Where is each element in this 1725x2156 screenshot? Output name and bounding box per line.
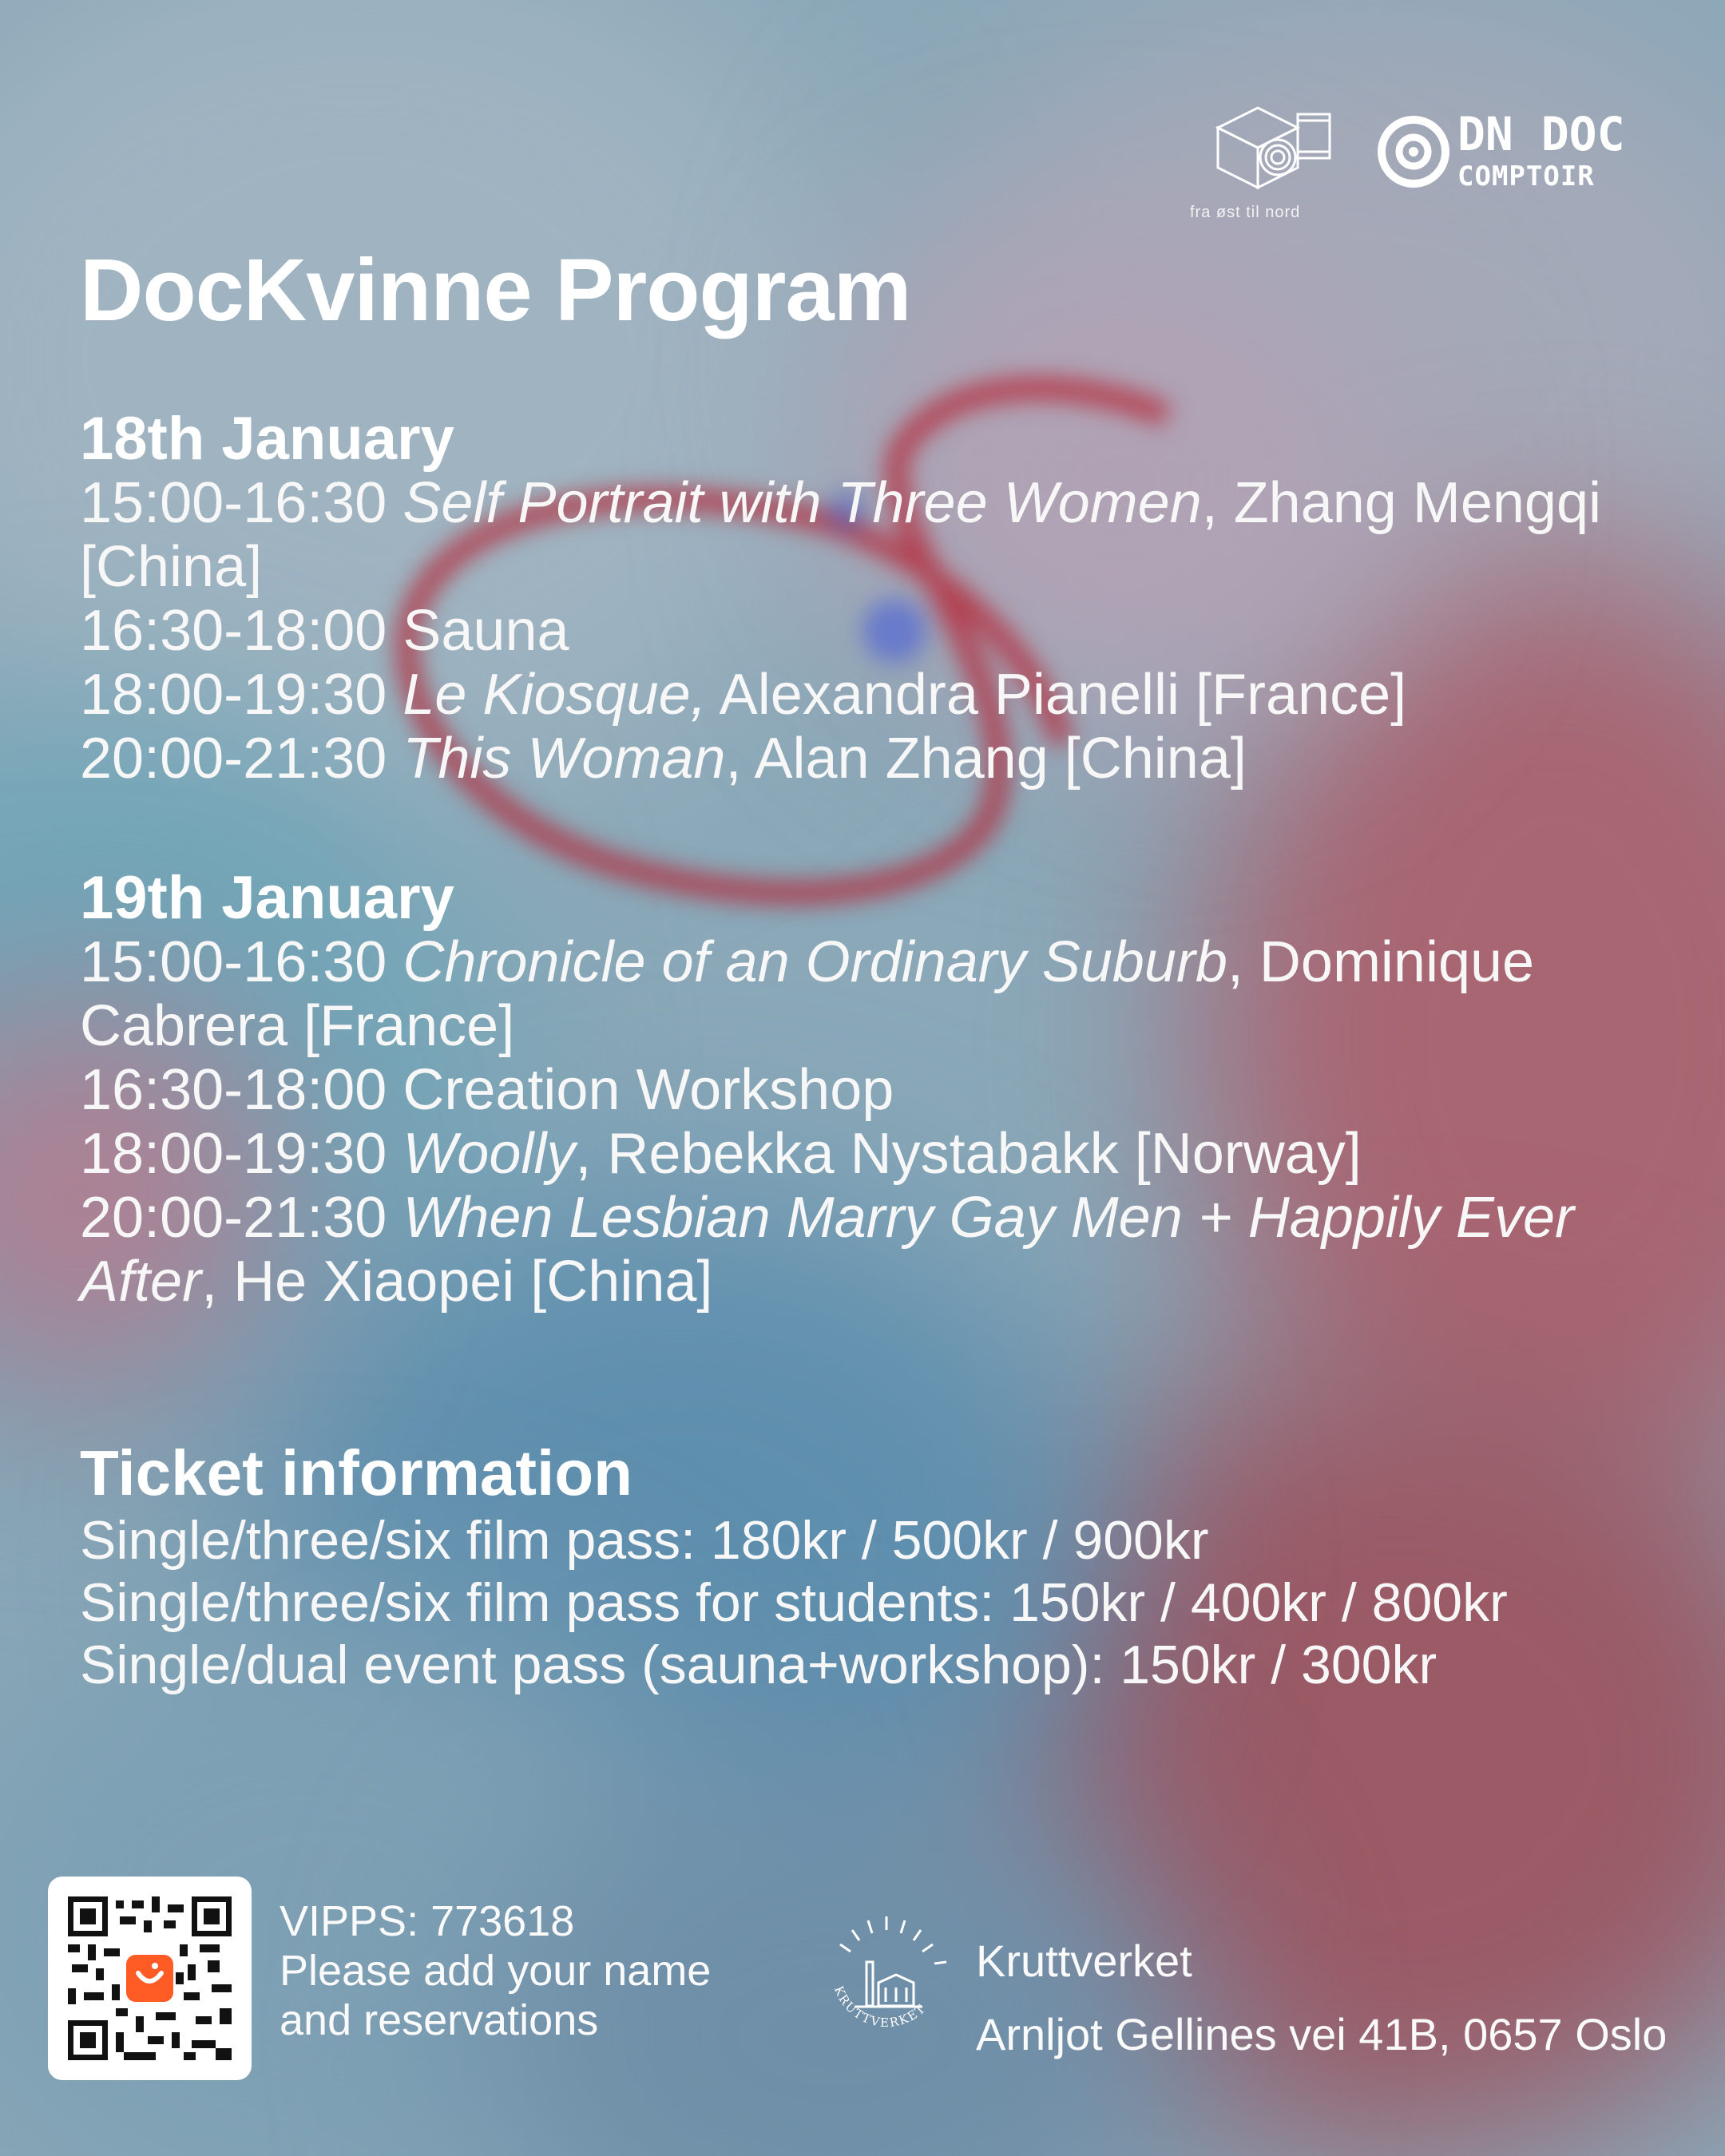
film-title: This Woman [402, 727, 726, 791]
event-details: , Dominique Cabrera [France] [80, 930, 1535, 1058]
film-title: Self Portrait with Three Women [402, 471, 1202, 535]
ticket-line: Single/three/six film pass for students: 150kr / 400kr / 800kr [80, 1572, 1508, 1633]
event-time: 15:00-16:30 [80, 471, 403, 535]
dn-doc-comptoir-logo-icon [1378, 104, 1641, 200]
day-heading: 18th January [80, 405, 454, 473]
schedule-item [80, 599, 1661, 663]
vipps-number: VIPPS: 773618 [280, 1897, 575, 1945]
dn-doc-text: DN DOC [1457, 107, 1625, 161]
schedule-item [80, 727, 1661, 791]
ticket-information [80, 1437, 1677, 1696]
event-time: 18:00-19:30 [80, 663, 403, 727]
schedule-item [80, 930, 1661, 1058]
event-details: , He Xiaopei [China] [201, 1250, 713, 1314]
film-title: When Lesbian Marry Gay Men + Happily Ever After [80, 1186, 1574, 1314]
schedule-item [80, 1122, 1661, 1186]
event-time: 20:00-21:30 [80, 727, 403, 791]
ticket-heading: Ticket information [80, 1437, 632, 1508]
film-title: Le Kiosque, [402, 663, 707, 727]
kruttverket-logo-icon [819, 1912, 954, 2048]
film-title: Woolly [402, 1122, 576, 1186]
ticket-line: Single/three/six film pass: 180kr / 500kr / 900kr [80, 1510, 1209, 1571]
event-details: , Alan Zhang [China] [725, 727, 1247, 791]
event-time: 18:00-19:30 [80, 1122, 403, 1186]
vipps-instruction-line: Please add your name [280, 1947, 712, 1995]
film-title: Chronicle of an Ordinary Suburb [402, 930, 1227, 994]
event-details: , Zhang Mengqi [China] [80, 471, 1601, 599]
schedule-item [80, 663, 1661, 727]
logo-caption: fra øst til nord [1190, 204, 1301, 221]
event-time: 15:00-16:30 [80, 930, 403, 994]
qr-code-icon [68, 1896, 232, 2060]
event-details: , Rebekka Nystabakk [Norway] [575, 1122, 1362, 1186]
payment-info [280, 1896, 711, 2045]
event-time: 16:30-18:00 [80, 1058, 403, 1122]
venue-info [976, 1924, 1667, 2071]
event-details: Creation Workshop [402, 1058, 894, 1122]
kruttverket-logo-text: KRUTTVERKET [831, 1984, 930, 2031]
schedule-item [80, 1058, 1661, 1122]
schedule-item [80, 1186, 1661, 1314]
event-details: Sauna [402, 599, 569, 663]
day-block-19-january [80, 866, 1661, 1314]
vipps-qr-code[interactable] [48, 1877, 252, 2080]
schedule-item [80, 471, 1661, 599]
venue-address: Arnljot Gellines vei 41B, 0657 Oslo [976, 2009, 1668, 2059]
venue-name: Kruttverket [976, 1936, 1192, 1986]
event-time: 20:00-21:30 [80, 1186, 403, 1250]
day-block-18-january [80, 407, 1661, 791]
comptoir-text: COMPTOIR [1457, 161, 1595, 192]
ticket-line: Single/dual event pass (sauna+workshop): 150kr / 300kr [80, 1635, 1438, 1695]
event-time: 16:30-18:00 [80, 599, 403, 663]
event-details: Alexandra Pianelli [France] [706, 663, 1407, 727]
page-title: DocKvinne Program [80, 241, 911, 339]
day-heading: 19th January [80, 864, 454, 932]
vipps-instruction-line: and reservations [280, 1996, 599, 2044]
